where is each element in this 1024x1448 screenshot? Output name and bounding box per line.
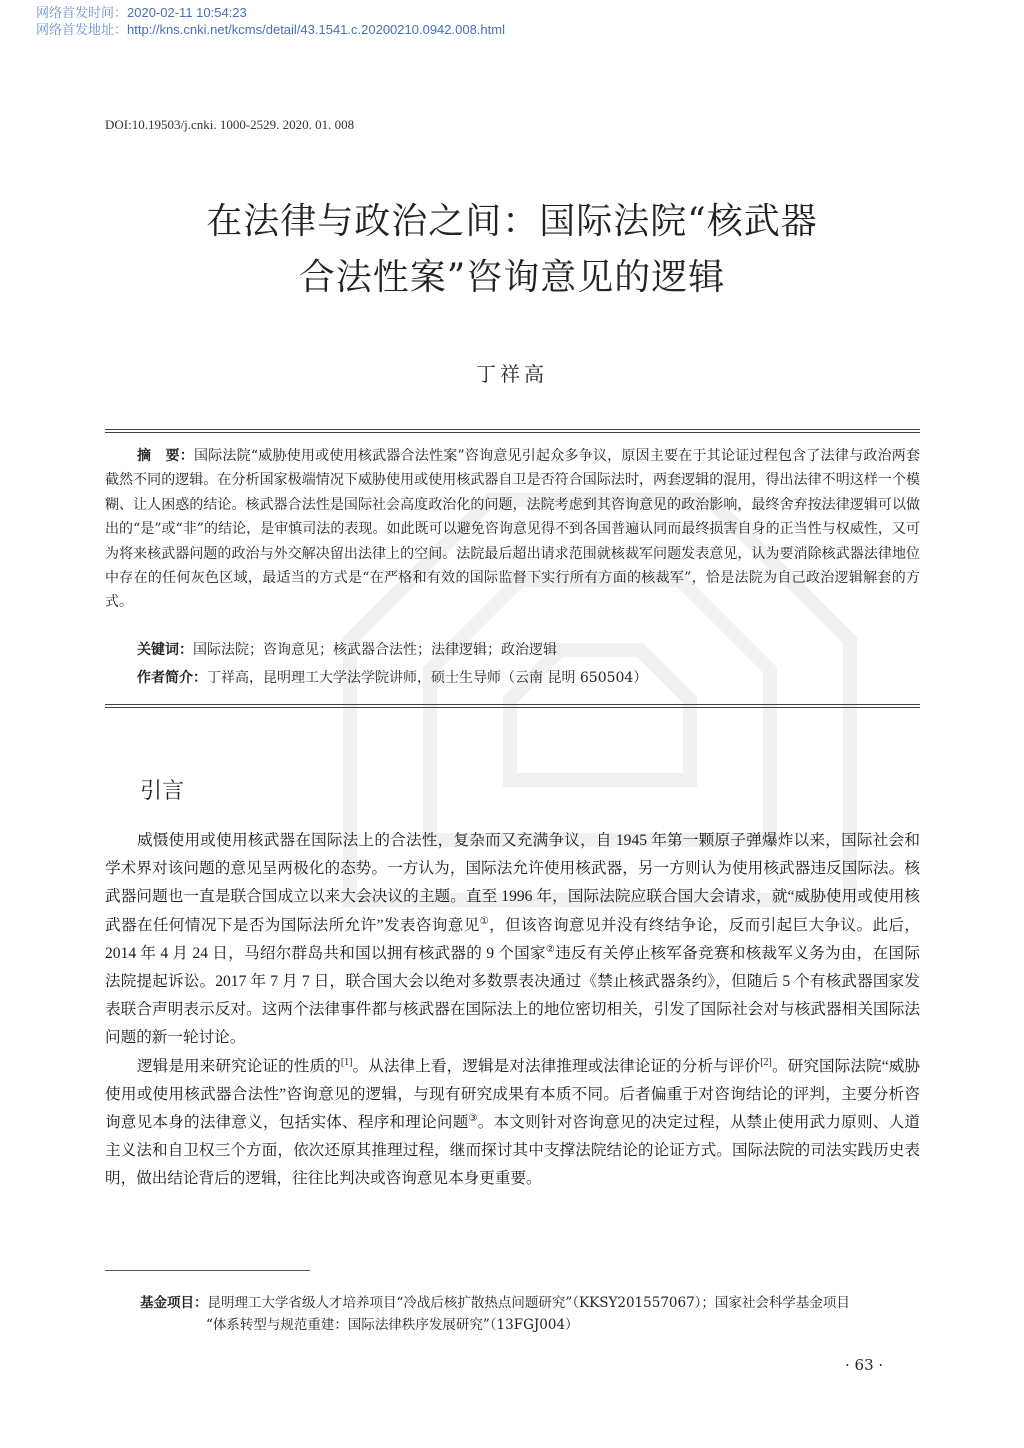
body-text [105, 827, 920, 1194]
footnote-marker[interactable]: ① [479, 915, 490, 927]
paragraph-text: 威慑使用或使用核武器在国际法上的合法性，复杂而又充满争议，自 1945 年第一颗原子弹爆炸以来，国际社会和学术界对该问题的意见呈两极化的态势。一方认为，国际法允许使用核武器，另一方则认为使用核武器违反国际法。核武器问题也一直是联合国成立以来大会决议的主题。直至 1996 年，国际法院应联合国大会请求，就“威胁使用或使用核武器在任何情况下是否为国际法所允许”发表咨询意见 [105, 832, 920, 934]
paragraph-text: 。研究国际法院“威胁使用或使用核武器合法性”咨询意见的逻辑，与现有研究成果有本质不同。后者偏重于对咨询结论的评判，主要分析咨询意见本身的法律意义，包括实体、程序和理论问题 [105, 1057, 920, 1132]
keywords-label: 关键词 [137, 641, 179, 657]
article-title [0, 194, 1024, 306]
keywords: 关键词：国际法院；咨询意见；核武器合法性；法律逻辑；政治逻辑 [137, 641, 557, 658]
publication-url [36, 21, 505, 38]
paragraph [105, 1053, 920, 1194]
footnote-marker[interactable]: ② [545, 943, 556, 955]
paragraph [105, 827, 920, 1053]
abstract-text: 国际法院“威胁使用或使用核武器合法性案”咨询意见引起众多争议，原因主要在于其论证过程包含了法律与政治两套截然不同的逻辑。在分析国家极端情况下威胁使用或使用核武器自卫是否符合国际法时，两套逻辑的混用，得出法律不明这样一个模糊、让人困惑的结论。核武器合法性是国际社会高度政治化的问题，法院考虑到其咨询意见的政治影响，最终舍弃按法律逻辑可以做出的“是”或“非”的结论，是审慎司法的表现。如此既可以避免咨询意见得不到各国普遍认同而最终损害自身的正当性与权威性，又可为将来核武器问题的政治与外交解决留出法律上的空间。法院最后超出请求范围就核裁军问题发表意见，认为要消除核武器法律地位中存在的任何灰色区域，最适当的方式是“在严格和有效的国际监督下实行所有方面的核裁军”，恰是法院为自己政治逻辑解套的方式。 [105, 448, 921, 611]
publication-time [36, 4, 247, 21]
article-title-line-2: 合法性案”咨询意见的逻辑 [298, 257, 726, 298]
abstract: 摘 要：国际法院“威胁使用或使用核武器合法性案”咨询意见引起众多争议，原因主要在于其论证过程包含了法律与政治两套截然不同的逻辑。在分析国家极端情况下威胁使用或使用核武器自卫是否符合国际法时，两套逻辑的混用，得出法律不明这样一个模糊、让人困惑的结论。核武器合法性是国际社会高度政治化的问题，法院考虑到其咨询意见的政治影响，最终舍弃按法律逻辑可以做出的“是”或“非”的结论，是审慎司法的表现。如此既可以避免咨询意见得不到各国普遍认同而最终损害自身的正当性与权威性，又可为将来核武器问题的政治与外交解决留出法律上的空间。法院最后超出请求范围就核裁军问题发表意见，认为要消除核武器法律地位中存在的任何灰色区域，最适当的方式是“在严格和有效的国际监督下实行所有方面的核裁军”，恰是法院为自己政治逻辑解套的方式。 [105, 447, 921, 611]
publication-url-label: 网络首发地址： [36, 22, 128, 37]
funding-label: 基金项目 [140, 1295, 194, 1310]
author-bio: 作者简介：丁祥高，昆明理工大学法学院讲师，硕士生导师（云南 昆明 650504） [137, 669, 648, 686]
page-number: · 63 · [845, 1356, 884, 1374]
author-name: 丁祥高 [476, 362, 548, 386]
author-bio-label: 作者简介 [137, 669, 193, 685]
funding-text-1: 昆明理工大学省级人才培养项目“冷战后核扩散热点问题研究”（KKSY201557067）；国家社会科学基金项目 [207, 1295, 850, 1311]
keywords-text: 国际法院；咨询意见；核武器合法性；法律逻辑；政治逻辑 [193, 642, 557, 658]
funding-text-2: “体系转型与规范重建：国际法律秩序发展研究”（13FGJ004） [206, 1317, 579, 1333]
abstract-top-rule [105, 429, 920, 430]
publication-time-value: 2020-02-11 10:54:23 [127, 5, 247, 20]
abstract-bottom-rule [105, 704, 920, 705]
paragraph-text: 。从法律上看，逻辑是对法律推理或法律论证的分析与评价 [352, 1057, 761, 1075]
reference-marker[interactable]: [1] [340, 1056, 353, 1068]
paragraph-text: 逻辑是用来研究论证的性质的 [137, 1057, 341, 1075]
funding-note: 基金项目：昆明理工大学省级人才培养项目“冷战后核扩散热点问题研究”（KKSY201557067）；国家社会科学基金项目 “体系转型与规范重建：国际法律秩序发展研究”（13FGJ004） [140, 1292, 920, 1336]
author-bio-text: 丁祥高，昆明理工大学法学院讲师，硕士生导师（云南 昆明 650504） [207, 670, 648, 686]
paragraph-text: ，但该咨询意见并没有终结争论，反而引起巨大争议。此后，2014 年 4 月 24 日，马绍尔群岛共和国以拥有核武器的 9 个国家 [105, 916, 921, 962]
footnote-marker[interactable]: ③ [468, 1112, 478, 1124]
section-heading: 引言 [140, 778, 185, 803]
abstract-top-rule-inner [105, 432, 920, 433]
article-title-line-1: 在法律与政治之间：国际法院“核武器 [206, 201, 818, 242]
footnote-rule [105, 1270, 310, 1271]
abstract-bottom-rule-inner [105, 707, 920, 708]
doi: DOI:10.19503/j.cnki. 1000-2529. 2020. 01. 008 [105, 117, 355, 132]
reference-marker[interactable]: [2] [760, 1056, 772, 1068]
paragraph-text: 。本文则针对咨询意见的决定过程，从禁止使用武力原则、人道主义法和自卫权三个方面，依次还原其推理过程，继而探讨其中支撑法院结论的论证方式。国际法院的司法实践历史表明，做出结论背后的逻辑，往往比判决或咨询意见本身更重要。 [105, 1114, 920, 1188]
paragraph-text: 违反有关停止核军备竞赛和核裁军义务为由，在国际法院提起诉讼。2017 年 7 月 7 日，联合国大会以绝对多数票表决通过《禁止核武器条约》，但随后 5 个有核武器国家发表联合声明表示反对。这两个法律事件都与核武器在国际法上的地位密切相关，引发了国际社会对与核武器相关国际法问题的新一轮讨论。 [105, 944, 920, 1047]
abstract-label: 摘 要 [137, 447, 180, 463]
publication-url-link[interactable]: http://kns.cnki.net/kcms/detail/43.1541.c.20200210.0942.008.html [127, 22, 505, 37]
publication-time-label: 网络首发时间： [36, 5, 128, 20]
